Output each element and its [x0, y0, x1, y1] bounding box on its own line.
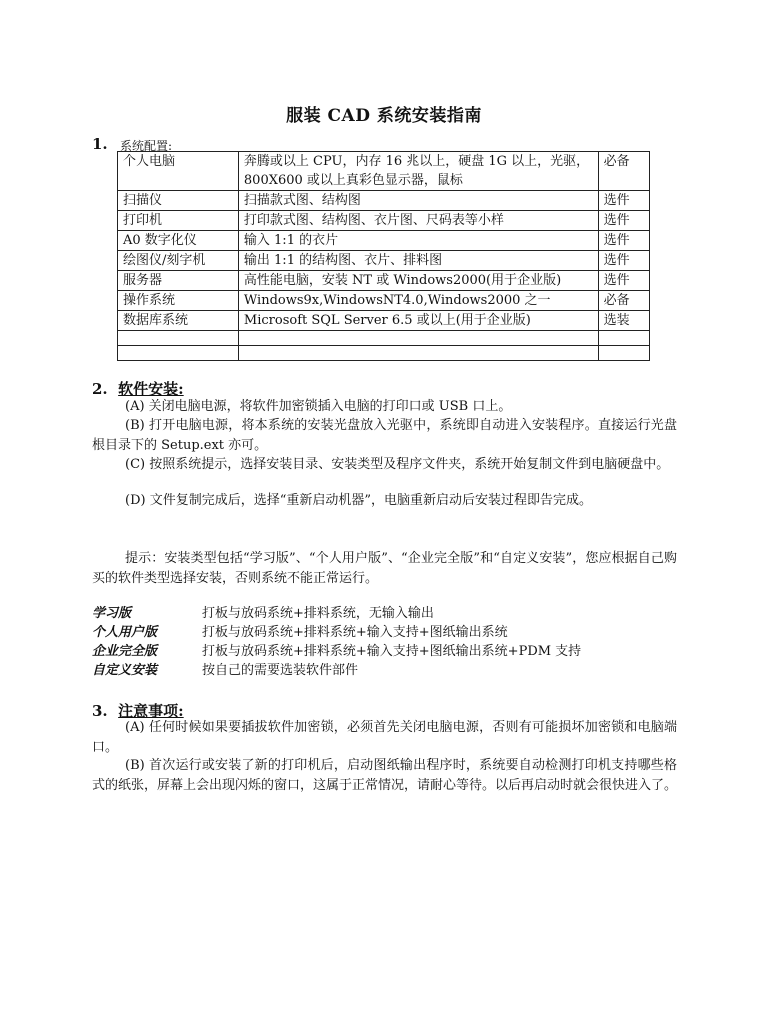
table-row [118, 291, 650, 311]
empty-cell [118, 331, 239, 346]
empty-table-row [118, 331, 650, 346]
item-cell: 数据库系统 [118, 311, 239, 331]
document-title: 服装 CAD 系统安装指南 [286, 106, 482, 126]
version-name: 企业完全版 [92, 644, 158, 659]
notice-b: (B) 首次运行或安装了新的打印机后，启动图纸输出程序时，系统要自动检测打印机支持哪些格式的纸张，屏幕上会出现闪烁的窗口，这属于正常情况，请耐心等待。以后再启动时就会很快进入了。 [92, 758, 678, 793]
req-cell: 选件 [598, 231, 649, 251]
version-name: 学习版 [92, 606, 132, 621]
version-name: 个人用户版 [92, 625, 158, 640]
section3-number: 3. [92, 702, 108, 720]
notice-a: (A) 任何时候如果要插拔软件加密锁，必须首先关闭电脑电源，否则有可能损坏加密锁和电脑端口。 [92, 720, 677, 755]
table-row [118, 211, 650, 231]
desc-cell: 输入 1:1 的衣片 [238, 231, 598, 251]
desc-cell: 奔腾或以上 CPU，内存 16 兆以上，硬盘 1G 以上，光驱，800X600 或以上真彩色显示器，鼠标 [238, 152, 598, 191]
req-cell: 选装 [598, 311, 649, 331]
desc-cell: Microsoft SQL Server 6.5 或以上(用于企业版) [238, 311, 598, 331]
section1-label: 系统配置: [120, 139, 173, 153]
table-row [118, 311, 650, 331]
version-name: 自定义安装 [92, 663, 158, 678]
item-cell: 个人电脑 [118, 152, 239, 191]
item-cell: A0 数字化仪 [118, 231, 239, 251]
section2-title: 软件安装: [118, 380, 184, 398]
section2-number: 2. [92, 380, 108, 398]
item-cell: 打印机 [118, 211, 239, 231]
item-cell: 绘图仪/刻字机 [118, 251, 239, 271]
empty-cell [238, 346, 598, 361]
section1-number: 1. [92, 135, 108, 153]
req-cell: 选件 [598, 251, 649, 271]
version-desc: 打板与放码系统+排料系统+输入支持+图纸输出系统+PDM 支持 [202, 644, 582, 659]
req-cell: 选件 [598, 191, 649, 211]
req-cell: 选件 [598, 211, 649, 231]
empty-cell [598, 346, 649, 361]
section2-heading [92, 378, 184, 399]
desc-cell: 打印款式图、结构图、衣片图、尺码表等小样 [238, 211, 598, 231]
desc-cell: 高性能电脑，安装 NT 或 Windows2000(用于企业版) [238, 271, 598, 291]
install-step-b: (B) 打开电脑电源，将本系统的安装光盘放入光驱中，系统即自动进入安装程序。直接运行光盘根目录下的 Setup.ext 亦可。 [92, 418, 677, 453]
table-row [118, 152, 650, 191]
section3-title: 注意事项: [118, 702, 184, 720]
desc-cell: 扫描款式图、结构图 [238, 191, 598, 211]
table-row [118, 271, 650, 291]
item-cell: 扫描仪 [118, 191, 239, 211]
item-cell: 服务器 [118, 271, 239, 291]
req-cell: 选件 [598, 271, 649, 291]
install-step-c: (C) 按照系统提示，选择安装目录、安装类型及程序文件夹，系统开始复制文件到电脑硬盘中。 [125, 457, 670, 472]
empty-cell [118, 346, 239, 361]
version-desc: 按自己的需要选装软件部件 [202, 663, 359, 678]
install-step-a: (A) 关闭电脑电源，将软件加密锁插入电脑的打印口或 USB 口上。 [125, 399, 512, 414]
version-desc: 打板与放码系统+排料系统+输入支持+图纸输出系统 [202, 625, 508, 640]
empty-cell [238, 331, 598, 346]
system-config-table [117, 151, 650, 361]
item-cell: 操作系统 [118, 291, 239, 311]
table-row [118, 191, 650, 211]
install-tip: 提示：安装类型包括“学习版”、“个人用户版”、“企业完全版”和“自定义安装”，您应根据自己购买的软件类型选择安装，否则系统不能正常运行。 [92, 551, 677, 586]
desc-cell: Windows9x,WindowsNT4.0,Windows2000 之一 [238, 291, 598, 311]
table-row [118, 231, 650, 251]
empty-table-row [118, 346, 650, 361]
empty-cell [598, 331, 649, 346]
table-row [118, 251, 650, 271]
version-desc: 打板与放码系统+排料系统，无输入输出 [202, 606, 434, 621]
install-step-d: (D) 文件复制完成后，选择“重新启动机器”，电脑重新启动后安装过程即告完成。 [125, 493, 592, 508]
req-cell: 必备 [598, 291, 649, 311]
req-cell: 必备 [598, 152, 649, 191]
desc-cell: 输出 1:1 的结构图、衣片、排料图 [238, 251, 598, 271]
